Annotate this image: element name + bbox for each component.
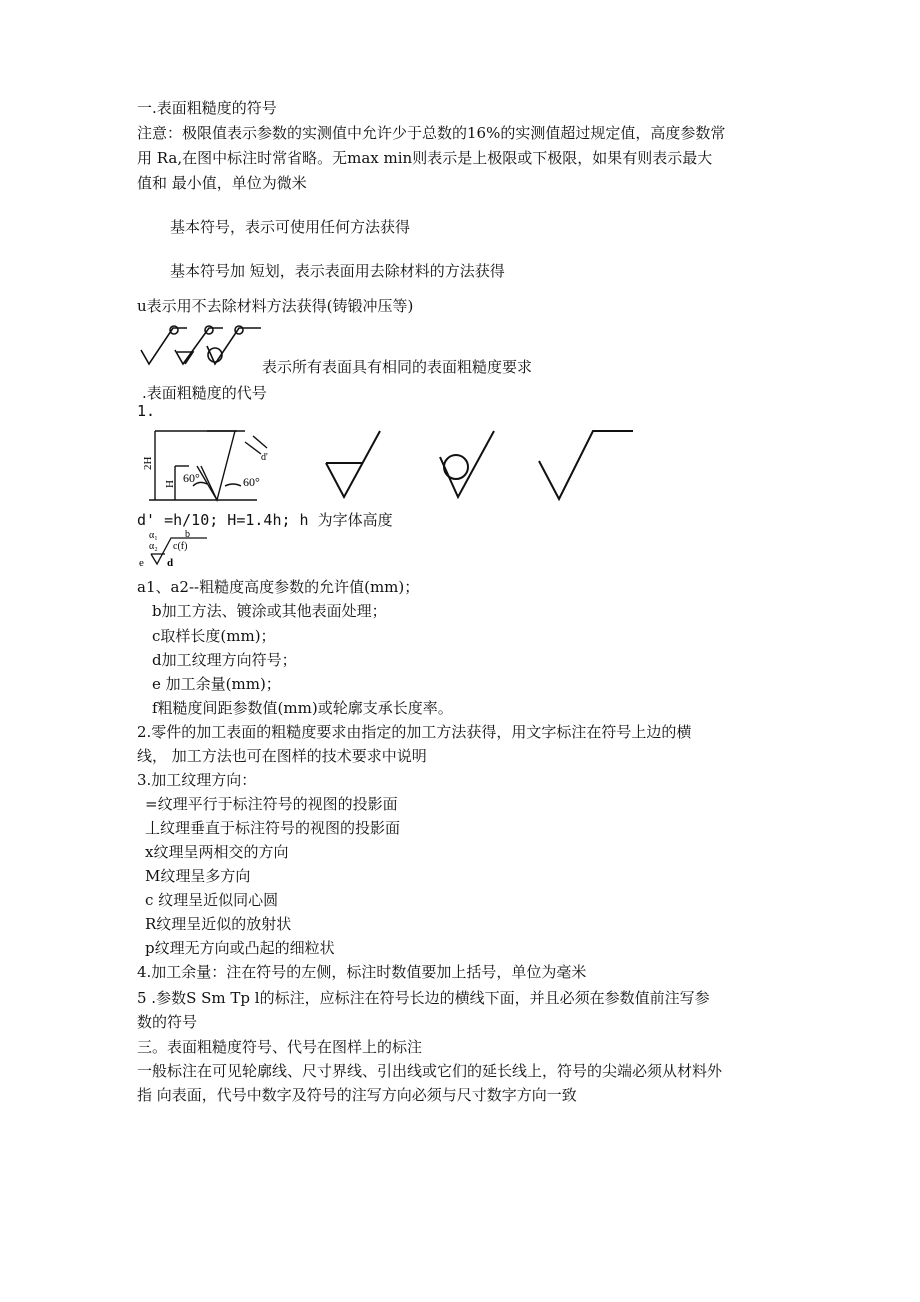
section1-title: 一.表面粗糙度的符号: [137, 99, 277, 117]
removal-symbol-figure: [322, 427, 382, 502]
item5-line-1: 5 .参数S Sm Tp l的标注，应标注在符号长边的横线下面，并且必须在参数值前注写参: [137, 989, 710, 1007]
section2-title: .表面粗糙度的代号: [142, 384, 267, 402]
direction-p: p纹理无方向或凸起的细粒状: [145, 939, 335, 957]
section3-line-2: 指 向表面，代号中数字及符号的注写方向必须与尺寸数字方向一致: [137, 1086, 577, 1104]
removal-symbol-text: 基本符号加 短划，表示表面用去除材料的方法获得: [170, 262, 505, 280]
param-b: b加工方法、镀涂或其他表面处理；: [152, 602, 387, 620]
dims-line: d' =h/10; H=1.4h; h 为字体高度: [137, 511, 393, 529]
section3-line-1: 一般标注在可见轮廓线、尺寸界线、引出线或它们的延长线上，符号的尖端必须从材料外: [137, 1062, 723, 1080]
code-label-cf: c(f): [173, 541, 188, 552]
direction-c: c 纹理呈近似同心圆: [145, 891, 279, 909]
note-line-1: 注意：极限值表示参数的实测值中允许少于总数的16%的实测值超过规定值，高度参数常: [137, 124, 726, 142]
section3-title: 三。表面粗糙度符号、代号在图样上的标注: [137, 1038, 423, 1056]
note-line-2: 用 Ra,在图中标注时常省略。无max min则表示是上极限或下极限，如果有则表示最大: [137, 149, 713, 167]
no-removal-symbol-figure: [436, 427, 496, 502]
code-label-a1: α₁: [149, 530, 158, 541]
fig-label-angle-left: 60°: [183, 471, 200, 485]
item5-line-2: 数的符号: [137, 1013, 198, 1031]
param-e: e 加工余量(mm)；: [152, 675, 281, 693]
all-surfaces-text: 表示所有表面具有相同的表面粗糙度要求: [262, 358, 533, 376]
direction-parallel: =纹理平行于标注符号的视图的投影面: [145, 795, 398, 813]
param-f: f粗糙度间距参数值(mm)或轮廓支承长度率。: [152, 699, 453, 717]
code-label-b: b: [185, 530, 190, 540]
fig-label-2h: 2H: [142, 456, 154, 470]
roughness-code-figure: [137, 530, 207, 570]
param-a: a1、a2--粗糙度高度参数的允许值(mm)；: [137, 578, 420, 596]
code-label-d: d: [167, 557, 174, 569]
direction-x: x纹理呈两相交的方向: [145, 843, 289, 861]
direction-m: M纹理呈多方向: [145, 867, 251, 885]
item3-title: 3.加工纹理方向：: [137, 771, 257, 789]
extended-symbol-figure: [535, 427, 635, 502]
fig-label-angle-right: 60°: [243, 475, 260, 489]
basic-symbol-text: 基本符号，表示可使用任何方法获得: [170, 218, 411, 236]
no-removal-symbol-text: u表示用不去除材料方法获得(铸锻冲压等): [137, 297, 414, 315]
note-line-3: 值和 最小值，单位为微米: [137, 174, 307, 192]
item4: 4.加工余量：注在符号的左侧，标注时数值要加上括号，单位为毫米: [137, 963, 587, 981]
item2-line-2: 线， 加工方法也可在图样的技术要求中说明: [137, 747, 427, 765]
direction-perpendicular: 丄纹理垂直于标注符号的视图的投影面: [145, 819, 401, 837]
fig-label-h: H: [164, 480, 176, 488]
param-d: d加工纹理方向符号；: [152, 651, 297, 669]
all-surfaces-symbols-figure: [137, 322, 267, 372]
param-c: c取样长度(mm)；: [152, 627, 276, 645]
code-label-a2: α₂: [149, 541, 158, 552]
fig-label-d: d': [261, 452, 268, 463]
item1-number: 1.: [137, 402, 156, 420]
code-label-e: e: [139, 557, 144, 569]
direction-r: R纹理呈近似的放射状: [145, 915, 292, 933]
item2-line-1: 2.零件的加工表面的粗糙度要求由指定的加工方法获得，用文字标注在符号上边的横: [137, 723, 692, 741]
symbol-dimension-figure: [137, 424, 277, 502]
